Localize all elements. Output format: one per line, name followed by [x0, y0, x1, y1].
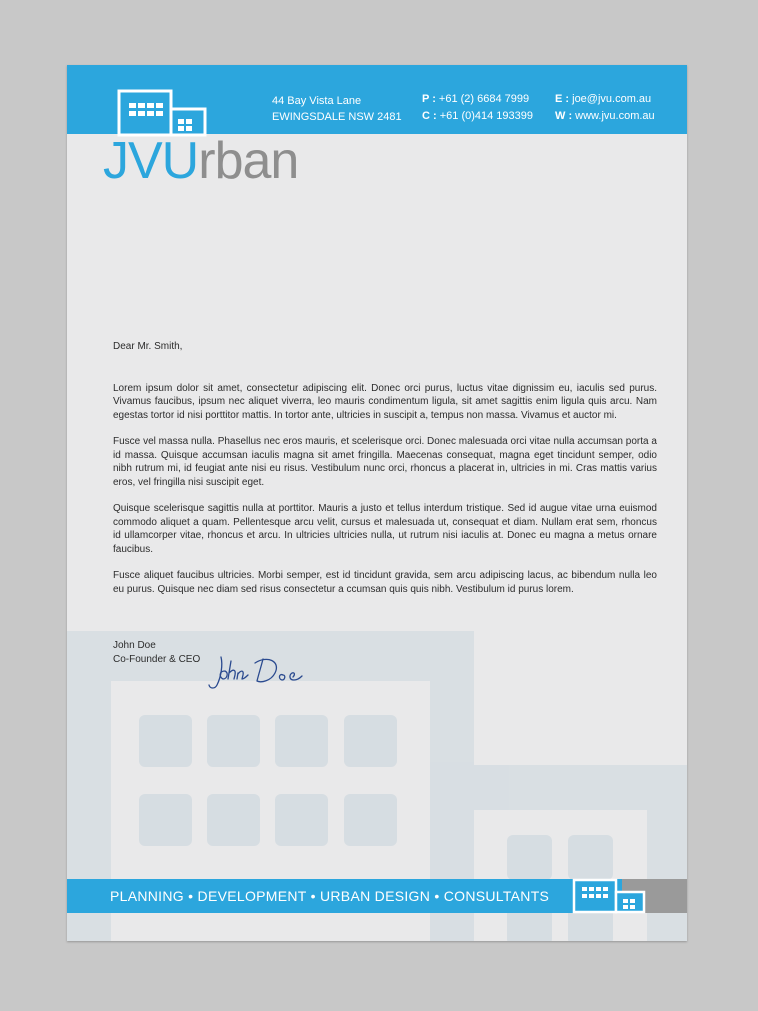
cell-row [422, 108, 533, 124]
paragraph-2: Fusce vel massa nulla. Phasellus nec eros mauris, et scelerisque orci. Donec malesuada orci vitae nulla accumsan porta a id massa. Quisque accumsan iaculis magna sit amet fringilla. Maecenas consequat, magna eget tincidunt semper, odio nibh rutrum mi, id feugiat ante nisi eu risus. Vestibulum nunc orci, rhoncus a placerat in, ultricies in mi. Cras mattis varius eros, vel fringilla nisi suscipit eget. [113, 436, 657, 488]
email-row [555, 91, 651, 107]
logo-secondary-text: rban [198, 132, 299, 190]
footer-building-icon [572, 878, 647, 914]
logo-primary-text: JVU [103, 132, 199, 190]
web-label: W : [555, 110, 573, 122]
building-logo-icon [117, 89, 209, 137]
company-logo-wordmark [103, 131, 298, 191]
address-line-1: 44 Bay Vista Lane [272, 95, 362, 107]
email-address: joe@jvu.com.au [572, 93, 652, 105]
paragraph-4: Fusce aliquet faucibus ultricies. Morbi semper, est id tincidunt gravida, sem arcu adipiscing lacus, ac bibendum nulla leo eu purus. Quisque nec diam sed risus consectetur a ccumsan quis quis nibh. Vestibulum id purus lorem. [113, 570, 657, 595]
web-row [555, 108, 655, 124]
cell-number: +61 (0)414 193399 [439, 110, 534, 122]
sender-title: Co-Founder & CEO [113, 654, 201, 665]
cell-label: C : [422, 110, 437, 122]
address-line-2: EWINGSDALE NSW 2481 [272, 111, 402, 123]
salutation: Dear Mr. Smith, [113, 341, 183, 352]
web-address: www.jvu.com.au [575, 110, 655, 122]
phone-label: P : [422, 93, 436, 105]
services-tagline: PLANNING • DEVELOPMENT • URBAN DESIGN • CONSULTANTS [110, 888, 550, 904]
sender-name: John Doe [113, 640, 156, 651]
phone-number: +61 (2) 6684 7999 [438, 93, 530, 105]
letterhead-page [67, 65, 687, 941]
phone-row [422, 91, 529, 107]
paragraph-1: Lorem ipsum dolor sit amet, consectetur adipiscing elit. Donec orci purus, luctus vitae dignissim eu, iaculis sed purus. Vivamus faucibus, ipsum nec aliquet viverra, leo mauris condimentum ligula, sit amet sagittis enim ligula quis arcu. Nam egestas tortor id nisi porttitor mattis. In tortor ante, ultricies in suscipit a, tempus non massa. Vivamus et auctor mi. [113, 382, 657, 421]
email-label: E : [555, 93, 570, 105]
address-block [272, 93, 402, 125]
letter-body [113, 340, 657, 609]
signature-icon [205, 649, 305, 695]
paragraph-3: Quisque scelerisque sagittis nulla at porttitor. Mauris a justo et tellus interdum tristique. Sed id augue vitae urna euismod commodo aliquet a quam. Pellentesque arcu velit, cursus et malesuada ut, consequat et diam. Nullam erat sem, rhoncus id ullamcorper vitae, rhoncus et arcu. In ultricies ultricies nulla, ut rutrum nisi iaculis at. Donec eu magna a metus ornare faucibus. [113, 503, 657, 555]
